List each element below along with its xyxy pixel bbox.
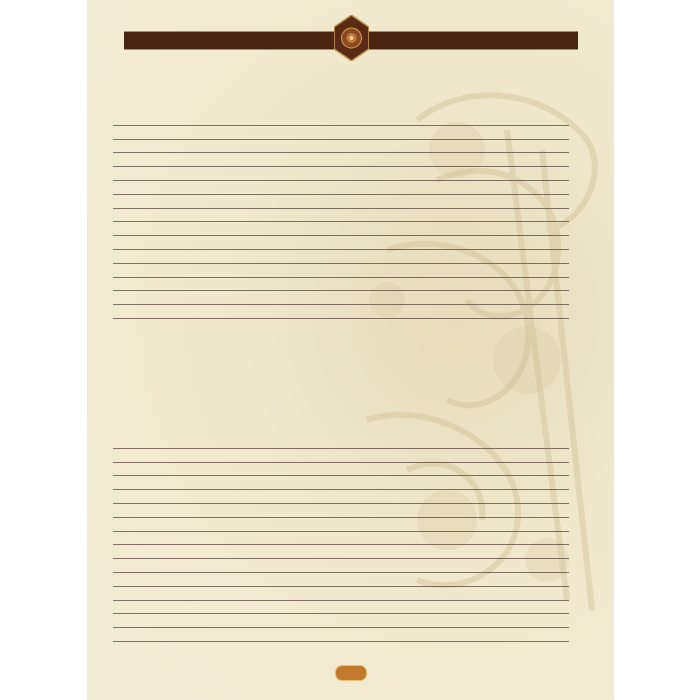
toc-entry[interactable]	[113, 545, 569, 559]
toc-entry[interactable]	[113, 614, 569, 628]
toc-entry[interactable]	[113, 140, 569, 154]
toc-entry[interactable]	[113, 167, 569, 181]
book-page	[87, 0, 614, 700]
ornamental-divider	[121, 348, 581, 366]
page-number	[335, 665, 367, 681]
toc-entry[interactable]	[113, 587, 569, 601]
toc-entry[interactable]	[113, 476, 569, 490]
toc-entry[interactable]	[113, 532, 569, 546]
toc-entry[interactable]	[113, 209, 569, 223]
toc-entry[interactable]	[113, 601, 569, 615]
toc-entry[interactable]	[113, 126, 569, 140]
toc-entry[interactable]	[113, 504, 569, 518]
toc-entry[interactable]	[113, 250, 569, 264]
toc-entry[interactable]	[113, 264, 569, 278]
toc-entry[interactable]	[113, 305, 569, 319]
toc-entry[interactable]	[113, 291, 569, 305]
en-table-of-contents	[113, 435, 569, 642]
carved-rosette-medallion-icon	[334, 15, 369, 61]
toc-entry[interactable]	[113, 559, 569, 573]
toc-entry[interactable]	[113, 490, 569, 504]
toc-entry[interactable]	[113, 573, 569, 587]
toc-entry[interactable]	[113, 449, 569, 463]
toc-entry[interactable]	[113, 181, 569, 195]
toc-entry[interactable]	[113, 435, 569, 449]
toc-entry[interactable]	[113, 153, 569, 167]
toc-rule	[113, 318, 569, 319]
toc-rule	[113, 641, 569, 642]
toc-entry[interactable]	[113, 112, 569, 126]
bg-table-of-contents	[113, 112, 569, 319]
toc-entry[interactable]	[113, 236, 569, 250]
toc-entry[interactable]	[113, 195, 569, 209]
toc-entry[interactable]	[113, 463, 569, 477]
toc-entry[interactable]	[113, 278, 569, 292]
toc-entry[interactable]	[113, 628, 569, 642]
toc-entry[interactable]	[113, 222, 569, 236]
toc-entry[interactable]	[113, 518, 569, 532]
